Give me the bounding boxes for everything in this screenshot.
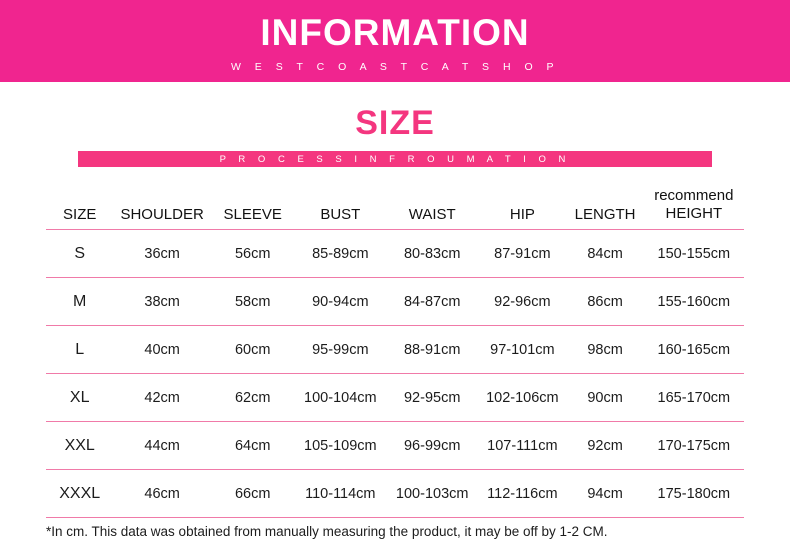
cell-sleeve: 56cm bbox=[234, 245, 271, 262]
header-recommend-height bbox=[644, 181, 744, 230]
cell-shoulder: 40cm bbox=[144, 341, 180, 358]
header-sleeve: SLEEVE bbox=[223, 206, 282, 223]
measurement-footnote: *In cm. This data was obtained from manually measuring the product, it may be off by 1-2 CM. bbox=[46, 524, 608, 539]
cell-hip: 102-106cm bbox=[486, 389, 559, 406]
cell-length: 84cm bbox=[587, 245, 623, 262]
cell-waist: 92-95cm bbox=[403, 389, 461, 406]
cell-size: XXXL bbox=[59, 484, 101, 502]
table-row bbox=[46, 230, 744, 278]
header-size: SIZE bbox=[63, 206, 97, 223]
header-banner bbox=[0, 0, 790, 82]
cell-shoulder: 42cm bbox=[144, 389, 180, 406]
size-title: SIZE bbox=[355, 104, 435, 142]
cell-waist: 80-83cm bbox=[403, 245, 461, 262]
size-table-body bbox=[46, 230, 744, 518]
cell-sleeve: 66cm bbox=[234, 485, 271, 502]
cell-bust: 105-109cm bbox=[304, 437, 377, 454]
banner-subtitle: W E S T C O A S T C A T S H O P bbox=[230, 60, 560, 73]
cell-sleeve: 58cm bbox=[234, 293, 271, 310]
cell-shoulder: 44cm bbox=[144, 437, 180, 454]
table-row bbox=[46, 470, 744, 518]
header-hip: HIP bbox=[509, 206, 535, 223]
cell-size: S bbox=[74, 244, 86, 262]
cell-hip: 92-96cm bbox=[494, 293, 551, 310]
header-waist: WAIST bbox=[408, 206, 456, 223]
cell-length: 92cm bbox=[587, 437, 623, 454]
cell-waist: 88-91cm bbox=[403, 341, 461, 358]
cell-waist: 100-103cm bbox=[395, 485, 469, 502]
cell-shoulder: 38cm bbox=[144, 293, 180, 310]
cell-shoulder: 46cm bbox=[144, 485, 180, 502]
process-information-bar bbox=[78, 151, 712, 167]
process-information-label: P R O C E S S I N F R O U M A T I O N bbox=[219, 153, 571, 165]
banner-title: INFORMATION bbox=[260, 11, 530, 53]
cell-waist: 96-99cm bbox=[403, 437, 461, 454]
cell-height: 160-165cm bbox=[657, 341, 731, 358]
cell-length: 90cm bbox=[587, 389, 623, 406]
cell-bust: 85-89cm bbox=[312, 245, 369, 262]
cell-hip: 112-116cm bbox=[487, 485, 558, 502]
table-row bbox=[46, 422, 744, 470]
cell-bust: 90-94cm bbox=[312, 293, 369, 310]
cell-sleeve: 62cm bbox=[234, 389, 271, 406]
cell-length: 98cm bbox=[587, 341, 623, 358]
size-table-head bbox=[46, 181, 744, 230]
table-row bbox=[46, 374, 744, 422]
cell-sleeve: 64cm bbox=[234, 437, 271, 454]
header-height-line: HEIGHT bbox=[665, 205, 723, 222]
cell-height: 170-175cm bbox=[657, 437, 731, 454]
cell-height: 155-160cm bbox=[657, 293, 731, 310]
table-row bbox=[46, 278, 744, 326]
cell-height: 165-170cm bbox=[657, 389, 731, 406]
cell-sleeve: 60cm bbox=[234, 341, 271, 358]
cell-size: XL bbox=[69, 388, 90, 406]
cell-size: XXL bbox=[64, 436, 95, 454]
cell-hip: 87-91cm bbox=[494, 245, 551, 262]
size-heading-block bbox=[0, 104, 790, 167]
cell-hip: 97-101cm bbox=[490, 341, 555, 358]
header-bust: BUST bbox=[320, 206, 361, 223]
header-recommend-line: recommend bbox=[654, 187, 734, 204]
cell-length: 94cm bbox=[587, 485, 623, 502]
size-table bbox=[46, 181, 744, 518]
cell-size: M bbox=[73, 292, 87, 310]
cell-bust: 100-104cm bbox=[304, 389, 377, 406]
cell-height: 175-180cm bbox=[657, 485, 731, 502]
table-header-row bbox=[46, 181, 744, 230]
cell-length: 86cm bbox=[587, 293, 623, 310]
cell-bust: 110-114cm bbox=[305, 485, 376, 502]
header-length: LENGTH bbox=[574, 206, 636, 223]
cell-shoulder: 36cm bbox=[144, 245, 180, 262]
cell-size: L bbox=[75, 340, 85, 358]
size-table-wrapper bbox=[46, 181, 744, 518]
cell-hip: 107-111cm bbox=[487, 437, 558, 454]
cell-bust: 95-99cm bbox=[312, 341, 369, 358]
header-shoulder: SHOULDER bbox=[120, 206, 204, 223]
cell-height: 150-155cm bbox=[657, 245, 731, 262]
cell-waist: 84-87cm bbox=[403, 293, 461, 310]
table-row bbox=[46, 326, 744, 374]
